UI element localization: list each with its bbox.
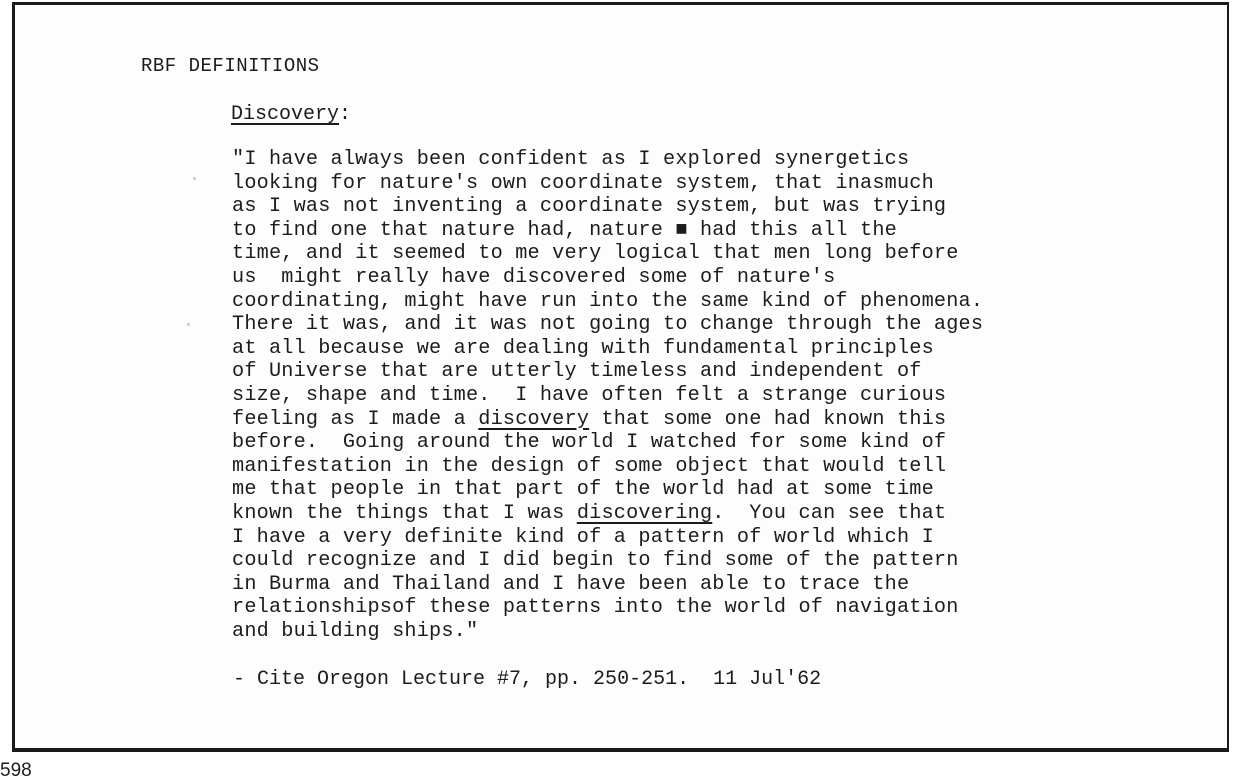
- quote-text-segment: me that people in that part of the world had at some time: [232, 478, 934, 502]
- quote-line: [232, 431, 983, 455]
- quote-line: [232, 478, 983, 502]
- quote-text-segment: coordinating, might have run into the same kind of phenomena.: [232, 289, 984, 313]
- term-colon: :: [339, 103, 352, 126]
- quote-line: [232, 148, 983, 172]
- underlined-word: discovery: [478, 407, 590, 431]
- quote-text-segment: before. Going around the world I watched for some kind of: [232, 431, 947, 455]
- quote-text-segment: There it was, and it was not going to change through the ages: [232, 313, 984, 337]
- quote-line: [232, 290, 983, 314]
- quote-line: [232, 242, 983, 266]
- definition-card: [12, 2, 1229, 752]
- quote-line: [232, 337, 983, 361]
- quote-text-segment: time, and it seemed to me very logical that men long before: [232, 242, 959, 266]
- quote-line: [232, 596, 983, 620]
- citation: - Cite Oregon Lecture #7, pp. 250-251. 11 Jul'62: [233, 668, 822, 691]
- quote-text-segment: and building ships.": [232, 619, 479, 643]
- quote-text-segment: to find one that nature had, nature ■ had this all the: [232, 218, 897, 242]
- quote-text-segment: relationshipsof these patterns into the world of navigation: [232, 596, 959, 620]
- quote-line: [232, 219, 983, 243]
- quote-text-segment: known the things that I was: [232, 501, 577, 525]
- quote-text-segment: that some one had known this: [589, 407, 947, 431]
- quote-text-segment: manifestation in the design of some object that would tell: [232, 454, 947, 478]
- quote-line: [232, 526, 983, 550]
- quote-text-segment: as I was not inventing a coordinate system, but was trying: [232, 195, 947, 219]
- page-heading: RBF DEFINITIONS: [141, 55, 320, 77]
- quote-line: [232, 620, 983, 644]
- quote-line: [232, 266, 983, 290]
- quote-text-segment: looking for nature's own coordinate system, that inasmuch: [232, 171, 934, 195]
- paper-speck: [193, 177, 196, 180]
- quote-text-segment: of Universe that are utterly timeless and independent of: [232, 360, 922, 384]
- quote-line: [232, 313, 983, 337]
- quote-line: [232, 195, 983, 219]
- quote-line: [232, 408, 983, 432]
- quote-line: [232, 455, 983, 479]
- quote-text-segment: at all because we are dealing with fundamental principles: [232, 336, 934, 360]
- quote-text-segment: could recognize and I did begin to find some of the pattern: [232, 549, 959, 573]
- quote-line: [232, 360, 983, 384]
- quote-text-segment: feeling as I made a: [232, 407, 479, 431]
- quote-text-segment: . You can see that: [712, 501, 947, 525]
- quote-line: [232, 549, 983, 573]
- quote-text-segment: us might really have discovered some of nature's: [232, 265, 836, 289]
- quote-text-segment: "I have always been confident as I explored synergetics: [232, 148, 910, 171]
- quote-text-segment: size, shape and time. I have often felt a strange curious: [232, 383, 947, 407]
- paper-speck: [187, 323, 190, 326]
- quote-line: [232, 502, 983, 526]
- term-heading: [231, 103, 351, 126]
- quote-line: [232, 384, 983, 408]
- underlined-word: discovering: [576, 501, 713, 525]
- quote-line: [232, 573, 983, 597]
- quote-text-segment: in Burma and Thailand and I have been able to trace the: [232, 572, 910, 596]
- quote-line: [232, 172, 983, 196]
- quote-text-segment: I have a very definite kind of a pattern of world which I: [232, 525, 934, 549]
- quote-text: [232, 148, 983, 643]
- term-word: Discovery: [231, 103, 340, 126]
- page-number: 598: [0, 760, 32, 781]
